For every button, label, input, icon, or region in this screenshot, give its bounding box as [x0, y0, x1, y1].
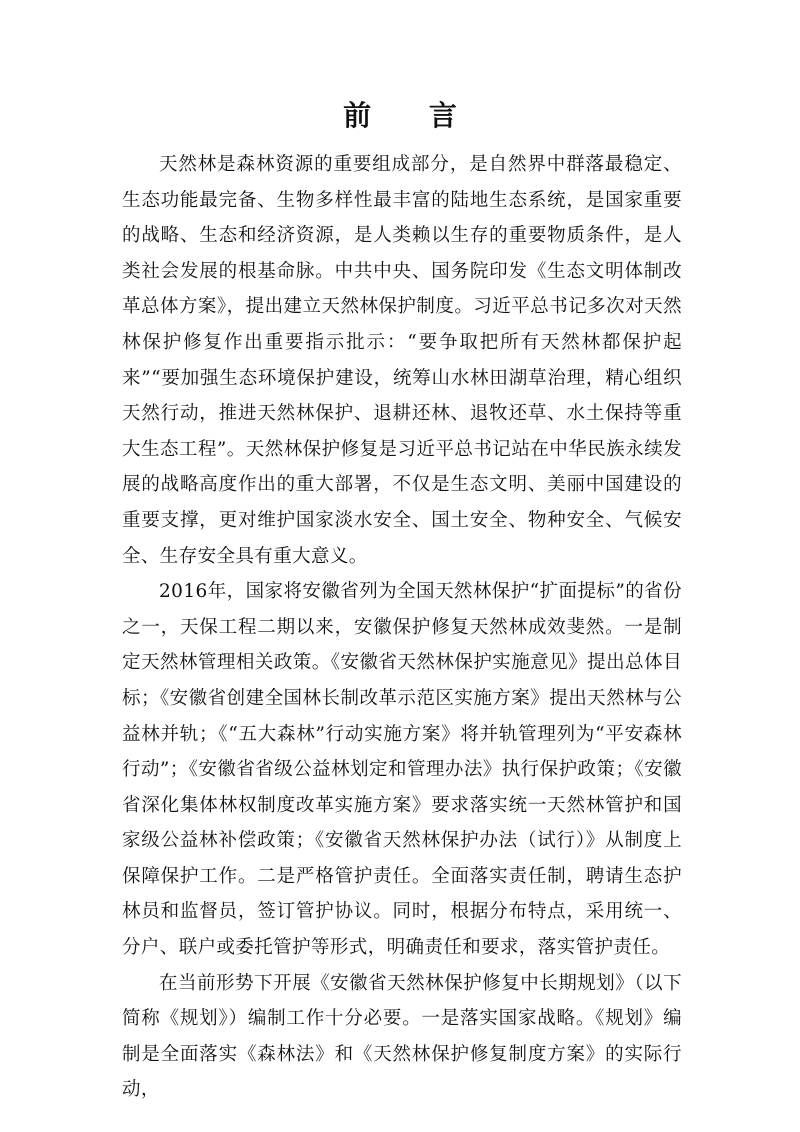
document-body — [122, 147, 682, 1108]
paragraph-3: 在当前形势下开展《安徽省天然林保护修复中长期规划》（以下简称《规划》）编制工作十分必要。一是落实国家战略。《规划》编制是全面落实《森林法》和《天然林保护修复制度方案》的实际行动， — [122, 972, 682, 1101]
page-title: 前 言 — [343, 99, 481, 132]
paragraph-1: 天然林是森林资源的重要组成部分，是自然界中群落最稳定、生态功能最完备、生物多样性最丰富的陆地生态系统，是国家重要的战略、生态和经济资源，是人类赖以生存的重要物质条件，是人类社会发展的根基命脉。中共中央、国务院印发《生态文明体制改革总体方案》，提出建立天然林保护制度。习近平总书记多次对天然林保护修复作出重要指示批示：“要争取把所有天然林都保护起来”“要加强生态环境保护建设，统筹山水林田湖草治理，精心组织天然行动，推进天然林保护、退耕还林、退牧还草、水土保持等重大生态工程”。天然林保护修复是习近平总书记站在中华民族永续发展的战略高度作出的重大部署，不仅是生态文明、美丽中国建设的重要支撑，更对维护国家淡水安全、国土安全、物种安全、气候安全、生存安全具有重大意义。 — [122, 154, 682, 567]
paragraph-2: 2016年，国家将安徽省列为全国天然林保护“扩面提标”的省份之一，天保工程二期以来，安徽保护修复天然林成效斐然。一是制定天然林管理相关政策。《安徽省天然林保护实施意见》提出总体目标；《安徽省创建全国林长制改革示范区实施方案》提出天然林与公益林并轨；《“五大森林”行动实施方案》将并轨管理列为“平安森林行动”；《安徽省省级公益林划定和管理办法》执行保护政策；《安徽省深化集体林权制度改革实施方案》要求落实统一天然林管护和国家级公益林补偿政策；《安徽省天然林保护办法（试行）》从制度上保障保护工作。二是严格管护责任。全面落实责任制，聘请生态护林员和监督员，签订管护协议。同时，根据分布特点，采用统一、分户、联户或委托管护等形式，明确责任和要求，落实管护责任。 — [122, 581, 682, 959]
